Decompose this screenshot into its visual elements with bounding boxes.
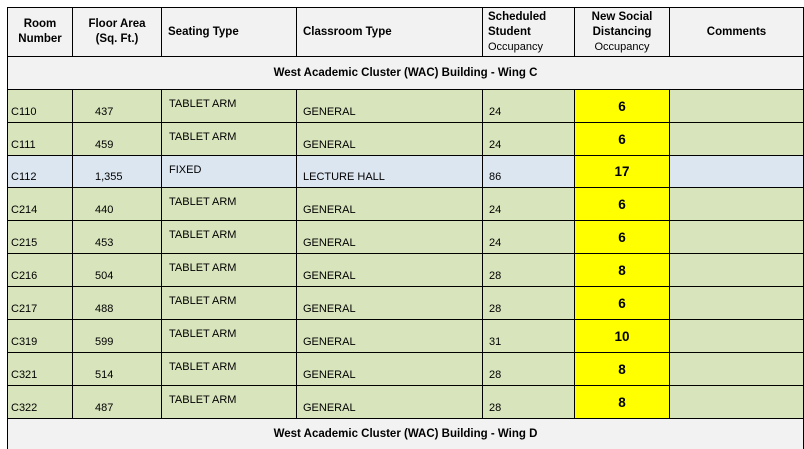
distancing-occupancy-cell[interactable] <box>575 320 670 352</box>
classroom-type: GENERAL <box>303 402 356 414</box>
scheduled-occupancy: 31 <box>489 336 502 348</box>
classroom-type: LECTURE HALL <box>303 171 385 183</box>
comments-cell[interactable] <box>670 254 804 286</box>
room-number: C322 <box>11 402 38 414</box>
seating-type-cell[interactable] <box>162 221 297 253</box>
header-new-social-line2: Distancing <box>592 25 652 38</box>
scheduled-occupancy: 28 <box>489 270 502 282</box>
distancing-occupancy-cell[interactable] <box>575 353 670 385</box>
header-scheduled-line1: Scheduled <box>488 10 547 23</box>
distancing-occupancy-cell[interactable] <box>575 156 670 187</box>
table-header-row <box>7 7 804 57</box>
seating-type-cell[interactable] <box>162 123 297 155</box>
seating-type: TABLET ARM <box>169 98 237 110</box>
seating-type: TABLET ARM <box>169 295 237 307</box>
room-number: C217 <box>11 303 38 315</box>
classroom-type-cell[interactable] <box>297 353 483 385</box>
comments-cell[interactable] <box>670 90 804 122</box>
comments-cell[interactable] <box>670 123 804 155</box>
floor-area: 1,355 <box>95 171 123 183</box>
floor-area-cell[interactable] <box>73 123 162 155</box>
room-number: C216 <box>11 270 38 282</box>
scheduled-occupancy-cell[interactable] <box>483 353 575 385</box>
room-number-cell[interactable] <box>7 156 73 187</box>
distancing-occupancy: 6 <box>618 131 626 147</box>
header-seating-type-label: Seating Type <box>168 26 239 38</box>
room-number-cell[interactable] <box>7 353 73 385</box>
scheduled-occupancy-cell[interactable] <box>483 156 575 187</box>
table-row[interactable] <box>7 156 804 188</box>
room-number-cell[interactable] <box>7 90 73 122</box>
room-number-cell[interactable] <box>7 254 73 286</box>
classroom-type-cell[interactable] <box>297 123 483 155</box>
distancing-occupancy-cell[interactable] <box>575 188 670 220</box>
header-comments-label: Comments <box>706 25 767 38</box>
room-number-cell[interactable] <box>7 188 73 220</box>
room-number-cell[interactable] <box>7 221 73 253</box>
scheduled-occupancy-cell[interactable] <box>483 320 575 352</box>
scheduled-occupancy-cell[interactable] <box>483 188 575 220</box>
header-comments[interactable] <box>670 8 804 56</box>
header-new-social-line1: New Social <box>591 10 653 23</box>
classroom-type: GENERAL <box>303 303 356 315</box>
seating-type: TABLET ARM <box>169 229 237 241</box>
room-number: C321 <box>11 369 38 381</box>
distancing-occupancy-cell[interactable] <box>575 386 670 418</box>
room-number: C215 <box>11 237 38 249</box>
scheduled-occupancy-cell[interactable] <box>483 386 575 418</box>
classroom-type: GENERAL <box>303 336 356 348</box>
classroom-type-cell[interactable] <box>297 188 483 220</box>
table-row[interactable] <box>7 188 804 221</box>
distancing-occupancy: 8 <box>618 361 626 377</box>
floor-area: 459 <box>95 139 114 151</box>
distancing-occupancy: 6 <box>618 229 626 245</box>
floor-area: 437 <box>95 106 114 118</box>
scheduled-occupancy-cell[interactable] <box>483 221 575 253</box>
occupancy-table <box>7 7 804 449</box>
distancing-occupancy-cell[interactable] <box>575 254 670 286</box>
floor-area-cell[interactable] <box>73 221 162 253</box>
seating-type-cell[interactable] <box>162 353 297 385</box>
seating-type: TABLET ARM <box>169 131 237 143</box>
header-room-number-line2: Number <box>18 33 62 45</box>
scheduled-occupancy: 86 <box>489 171 502 183</box>
distancing-occupancy: 8 <box>618 262 626 278</box>
distancing-occupancy-cell[interactable] <box>575 221 670 253</box>
seating-type-cell[interactable] <box>162 386 297 418</box>
seating-type: TABLET ARM <box>169 361 237 373</box>
table-row[interactable] <box>7 287 804 320</box>
comments-cell[interactable] <box>670 320 804 352</box>
floor-area: 599 <box>95 336 114 348</box>
header-scheduled-occupancy[interactable] <box>483 8 575 56</box>
room-number: C110 <box>11 106 37 118</box>
floor-area-cell[interactable] <box>73 386 162 418</box>
comments-cell[interactable] <box>670 221 804 253</box>
distancing-occupancy-cell[interactable] <box>575 287 670 319</box>
table-row[interactable] <box>7 254 804 287</box>
header-classroom-type[interactable] <box>297 8 483 56</box>
classroom-type: GENERAL <box>303 204 356 216</box>
table-body <box>7 90 804 419</box>
scheduled-occupancy: 28 <box>489 303 502 315</box>
distancing-occupancy: 6 <box>618 295 626 311</box>
room-number: C214 <box>11 204 38 216</box>
scheduled-occupancy: 24 <box>489 106 502 118</box>
header-seating-type[interactable] <box>162 8 297 56</box>
floor-area: 504 <box>95 270 114 282</box>
classroom-type: GENERAL <box>303 369 356 381</box>
distancing-occupancy: 17 <box>614 164 630 179</box>
table-row[interactable] <box>7 320 804 353</box>
room-number-cell[interactable] <box>7 287 73 319</box>
floor-area-cell[interactable] <box>73 254 162 286</box>
header-classroom-type-label: Classroom Type <box>303 26 392 38</box>
floor-area-cell[interactable] <box>73 353 162 385</box>
seating-type: FIXED <box>169 164 202 176</box>
classroom-type-cell[interactable] <box>297 156 483 187</box>
header-scheduled-line3: Occupancy <box>488 40 544 53</box>
floor-area: 514 <box>95 369 114 381</box>
scheduled-occupancy-cell[interactable] <box>483 123 575 155</box>
classroom-type: GENERAL <box>303 139 356 151</box>
header-scheduled-line2: Student <box>488 25 531 38</box>
floor-area: 488 <box>95 303 114 315</box>
header-new-social-distancing[interactable] <box>575 8 670 56</box>
distancing-occupancy: 8 <box>618 394 626 410</box>
comments-cell[interactable] <box>670 188 804 220</box>
table-row[interactable] <box>7 123 804 156</box>
distancing-occupancy: 10 <box>614 328 630 344</box>
classroom-type-cell[interactable] <box>297 221 483 253</box>
comments-cell[interactable] <box>670 386 804 418</box>
header-floor-area-line2: (Sq. Ft.) <box>95 33 139 45</box>
floor-area-cell[interactable] <box>73 90 162 122</box>
floor-area-cell[interactable] <box>73 320 162 352</box>
header-room-number[interactable] <box>7 8 73 56</box>
table-row[interactable] <box>7 386 804 419</box>
section-title-wing-d: West Academic Cluster (WAC) Building - Wing D <box>273 428 538 440</box>
classroom-type-cell[interactable] <box>297 287 483 319</box>
seating-type-cell[interactable] <box>162 254 297 286</box>
scheduled-occupancy: 24 <box>489 204 502 216</box>
scheduled-occupancy-cell[interactable] <box>483 254 575 286</box>
section-title-wing-c: West Academic Cluster (WAC) Building - Wing C <box>273 67 538 79</box>
room-number: C319 <box>11 336 38 348</box>
header-new-social-line3: Occupancy <box>594 40 650 53</box>
scheduled-occupancy: 28 <box>489 402 502 414</box>
header-floor-area-line1: Floor Area <box>88 18 146 30</box>
room-number-cell[interactable] <box>7 320 73 352</box>
classroom-type-cell[interactable] <box>297 386 483 418</box>
seating-type-cell[interactable] <box>162 320 297 352</box>
scheduled-occupancy-cell[interactable] <box>483 287 575 319</box>
header-floor-area[interactable] <box>73 8 162 56</box>
classroom-type: GENERAL <box>303 270 356 282</box>
seating-type: TABLET ARM <box>169 394 237 406</box>
scheduled-occupancy: 28 <box>489 369 502 381</box>
floor-area: 453 <box>95 237 114 249</box>
seating-type: TABLET ARM <box>169 196 237 208</box>
seating-type-cell[interactable] <box>162 287 297 319</box>
distancing-occupancy: 6 <box>618 98 626 114</box>
floor-area-cell[interactable] <box>73 188 162 220</box>
floor-area-cell[interactable] <box>73 287 162 319</box>
seating-type-cell[interactable] <box>162 156 297 187</box>
comments-cell[interactable] <box>670 287 804 319</box>
scheduled-occupancy-cell[interactable] <box>483 90 575 122</box>
seating-type-cell[interactable] <box>162 188 297 220</box>
floor-area: 487 <box>95 402 114 414</box>
distancing-occupancy-cell[interactable] <box>575 90 670 122</box>
section-band-wing-c <box>7 57 804 90</box>
comments-cell[interactable] <box>670 156 804 187</box>
room-number: C111 <box>11 139 36 151</box>
seating-type: TABLET ARM <box>169 328 237 340</box>
scheduled-occupancy: 24 <box>489 237 502 249</box>
classroom-type-cell[interactable] <box>297 90 483 122</box>
header-room-number-line1: Room <box>23 18 57 30</box>
room-number-cell[interactable] <box>7 386 73 418</box>
seating-type: TABLET ARM <box>169 262 237 274</box>
seating-type-cell[interactable] <box>162 90 297 122</box>
distancing-occupancy-cell[interactable] <box>575 123 670 155</box>
room-number: C112 <box>11 171 37 183</box>
scheduled-occupancy: 24 <box>489 139 502 151</box>
floor-area: 440 <box>95 204 114 216</box>
table-row[interactable] <box>7 90 804 123</box>
table-row[interactable] <box>7 353 804 386</box>
classroom-type-cell[interactable] <box>297 254 483 286</box>
distancing-occupancy: 6 <box>618 196 626 212</box>
room-number-cell[interactable] <box>7 123 73 155</box>
classroom-type: GENERAL <box>303 237 356 249</box>
floor-area-cell[interactable] <box>73 156 162 187</box>
section-band-wing-d <box>7 419 804 449</box>
table-row[interactable] <box>7 221 804 254</box>
comments-cell[interactable] <box>670 353 804 385</box>
classroom-type-cell[interactable] <box>297 320 483 352</box>
classroom-type: GENERAL <box>303 106 356 118</box>
